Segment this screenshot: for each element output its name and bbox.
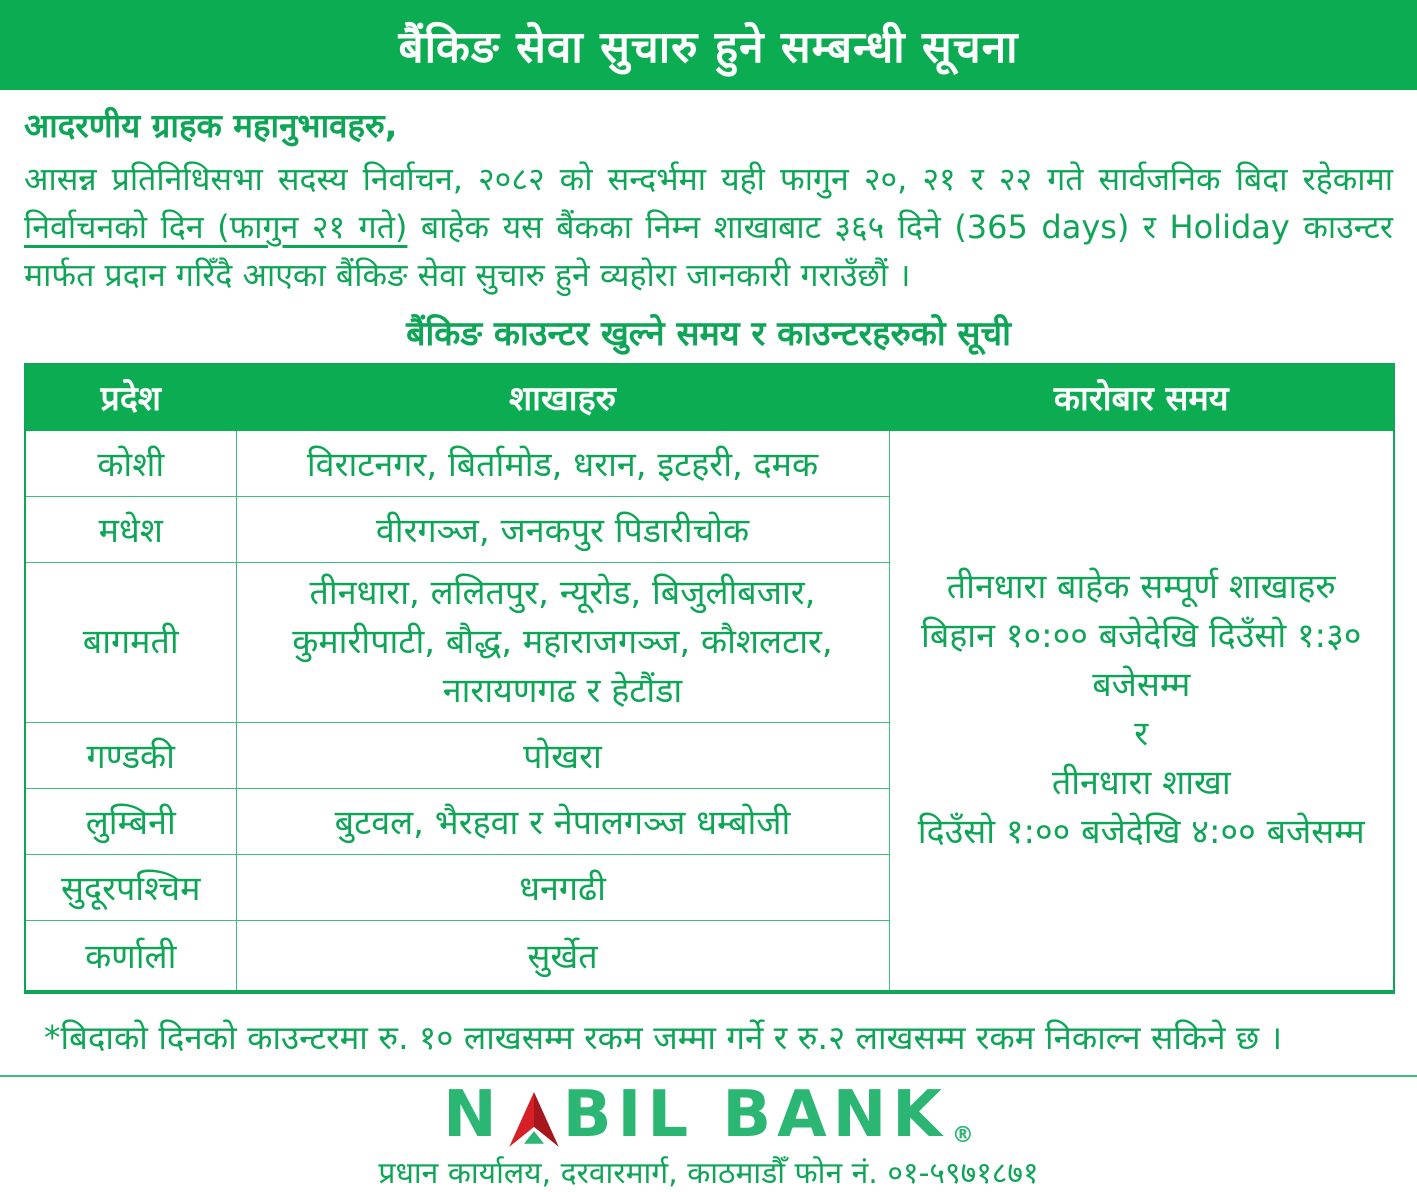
notice-body bbox=[0, 102, 1417, 1059]
branches-cell: पोखरा bbox=[236, 722, 889, 788]
province-cell: सुदूरपश्चिम bbox=[25, 854, 236, 920]
province-cell: मधेश bbox=[25, 496, 236, 562]
branches-cell: विराटनगर, बिर्तामोड, धरान, इटहरी, दमक bbox=[236, 430, 889, 496]
logo-divider bbox=[0, 1075, 1417, 1077]
branches-cell: धनगढी bbox=[236, 854, 889, 920]
hours-line: तीनधारा बाहेक सम्पूर्ण शाखाहरु bbox=[946, 567, 1336, 608]
branches-cell: वीरगञ्ज, जनकपुर पिडारीचोक bbox=[236, 496, 889, 562]
notice-title: बैंकिङ सेवा सुचारु हुने सम्बन्धी सूचना bbox=[398, 22, 1019, 73]
hours-line: र bbox=[1134, 714, 1149, 755]
table-title: बैंकिङ काउन्टर खुल्ने समय र काउन्टरहरुको सूची bbox=[406, 314, 1011, 354]
hours-line: दिउँसो १:०० बजेदेखि ४:०० बजेसम्म bbox=[917, 812, 1365, 853]
election-day-underlined: निर्वाचनको दिन (फागुन २१ गते) bbox=[24, 208, 408, 246]
nabil-logo bbox=[0, 1078, 1417, 1152]
greeting-text: आदरणीय ग्राहक महानुभावहरु, bbox=[24, 106, 398, 145]
logo-letter-n: N bbox=[443, 1078, 503, 1152]
registered-mark: ® bbox=[951, 1123, 974, 1148]
notice-paragraph bbox=[24, 155, 1393, 299]
province-cell: गण्डकी bbox=[25, 722, 236, 788]
province-cell: लुम्बिनी bbox=[25, 788, 236, 854]
province-cell: कोशी bbox=[25, 430, 236, 496]
logo-text: BIL BANK bbox=[562, 1078, 948, 1152]
footnote-text: *बिदाको दिनको काउन्टरमा रु. १० लाखसम्म रकम जम्मा गर्ने र रु.२ लाखसम्म रकम निकाल्न सकिने छ । bbox=[44, 1018, 1283, 1057]
branches-table bbox=[24, 363, 1395, 994]
paragraph-part1: आसन्न प्रतिनिधिसभा सदस्य निर्वाचन, २०८२ को सन्दर्भमा यही फागुन २०, २१ र २२ गते सार्वजनिक बिदा रहेकामा bbox=[24, 160, 1393, 198]
province-cell: बागमती bbox=[25, 562, 236, 722]
branches-cell: सुर्खेत bbox=[236, 920, 889, 992]
column-header-province: प्रदेश bbox=[25, 364, 236, 430]
column-header-branches: शाखाहरु bbox=[236, 364, 889, 430]
paragraph-part2: बाहेक यस बैंकका निम्न शाखाबाट ३६५ दिने (365 days) र Holiday काउन्टर मार्फत प्रदान गरिँदै आएका बैंकिङ सेवा सुचारु हुने व्यहोरा जानकारी गराउँछौं । bbox=[24, 208, 1393, 294]
column-header-hours: कारोबार समय bbox=[889, 364, 1394, 430]
branches-cell: तीनधारा, ललितपुर, न्यूरोड, बिजुलीबजार, कुमारीपाटी, बौद्ध, महाराजगञ्ज, कौशलटार, नारायणगढ र हेटौंडा bbox=[236, 562, 889, 722]
branches-cell: बुटवल, भैरहवा र नेपालगञ्ज धम्बोजी bbox=[236, 788, 889, 854]
table-row bbox=[25, 430, 1394, 496]
province-cell: कर्णाली bbox=[25, 920, 236, 992]
head-office-address: प्रधान कार्यालय, दरवारमार्ग, काठमाडौँ फोन नं. ०१-५९७१८७१ bbox=[378, 1156, 1039, 1191]
table-header-row bbox=[25, 364, 1394, 430]
hours-line: बिहान १०:०० बजेदेखि दिउँसो १:३० bbox=[921, 616, 1362, 657]
nabil-arrow-icon bbox=[507, 1091, 561, 1149]
hours-line: बजेसम्म bbox=[1092, 665, 1191, 706]
hours-line: तीनधारा शाखा bbox=[1051, 763, 1231, 804]
notice-banner bbox=[0, 0, 1417, 90]
hours-cell bbox=[889, 430, 1394, 992]
